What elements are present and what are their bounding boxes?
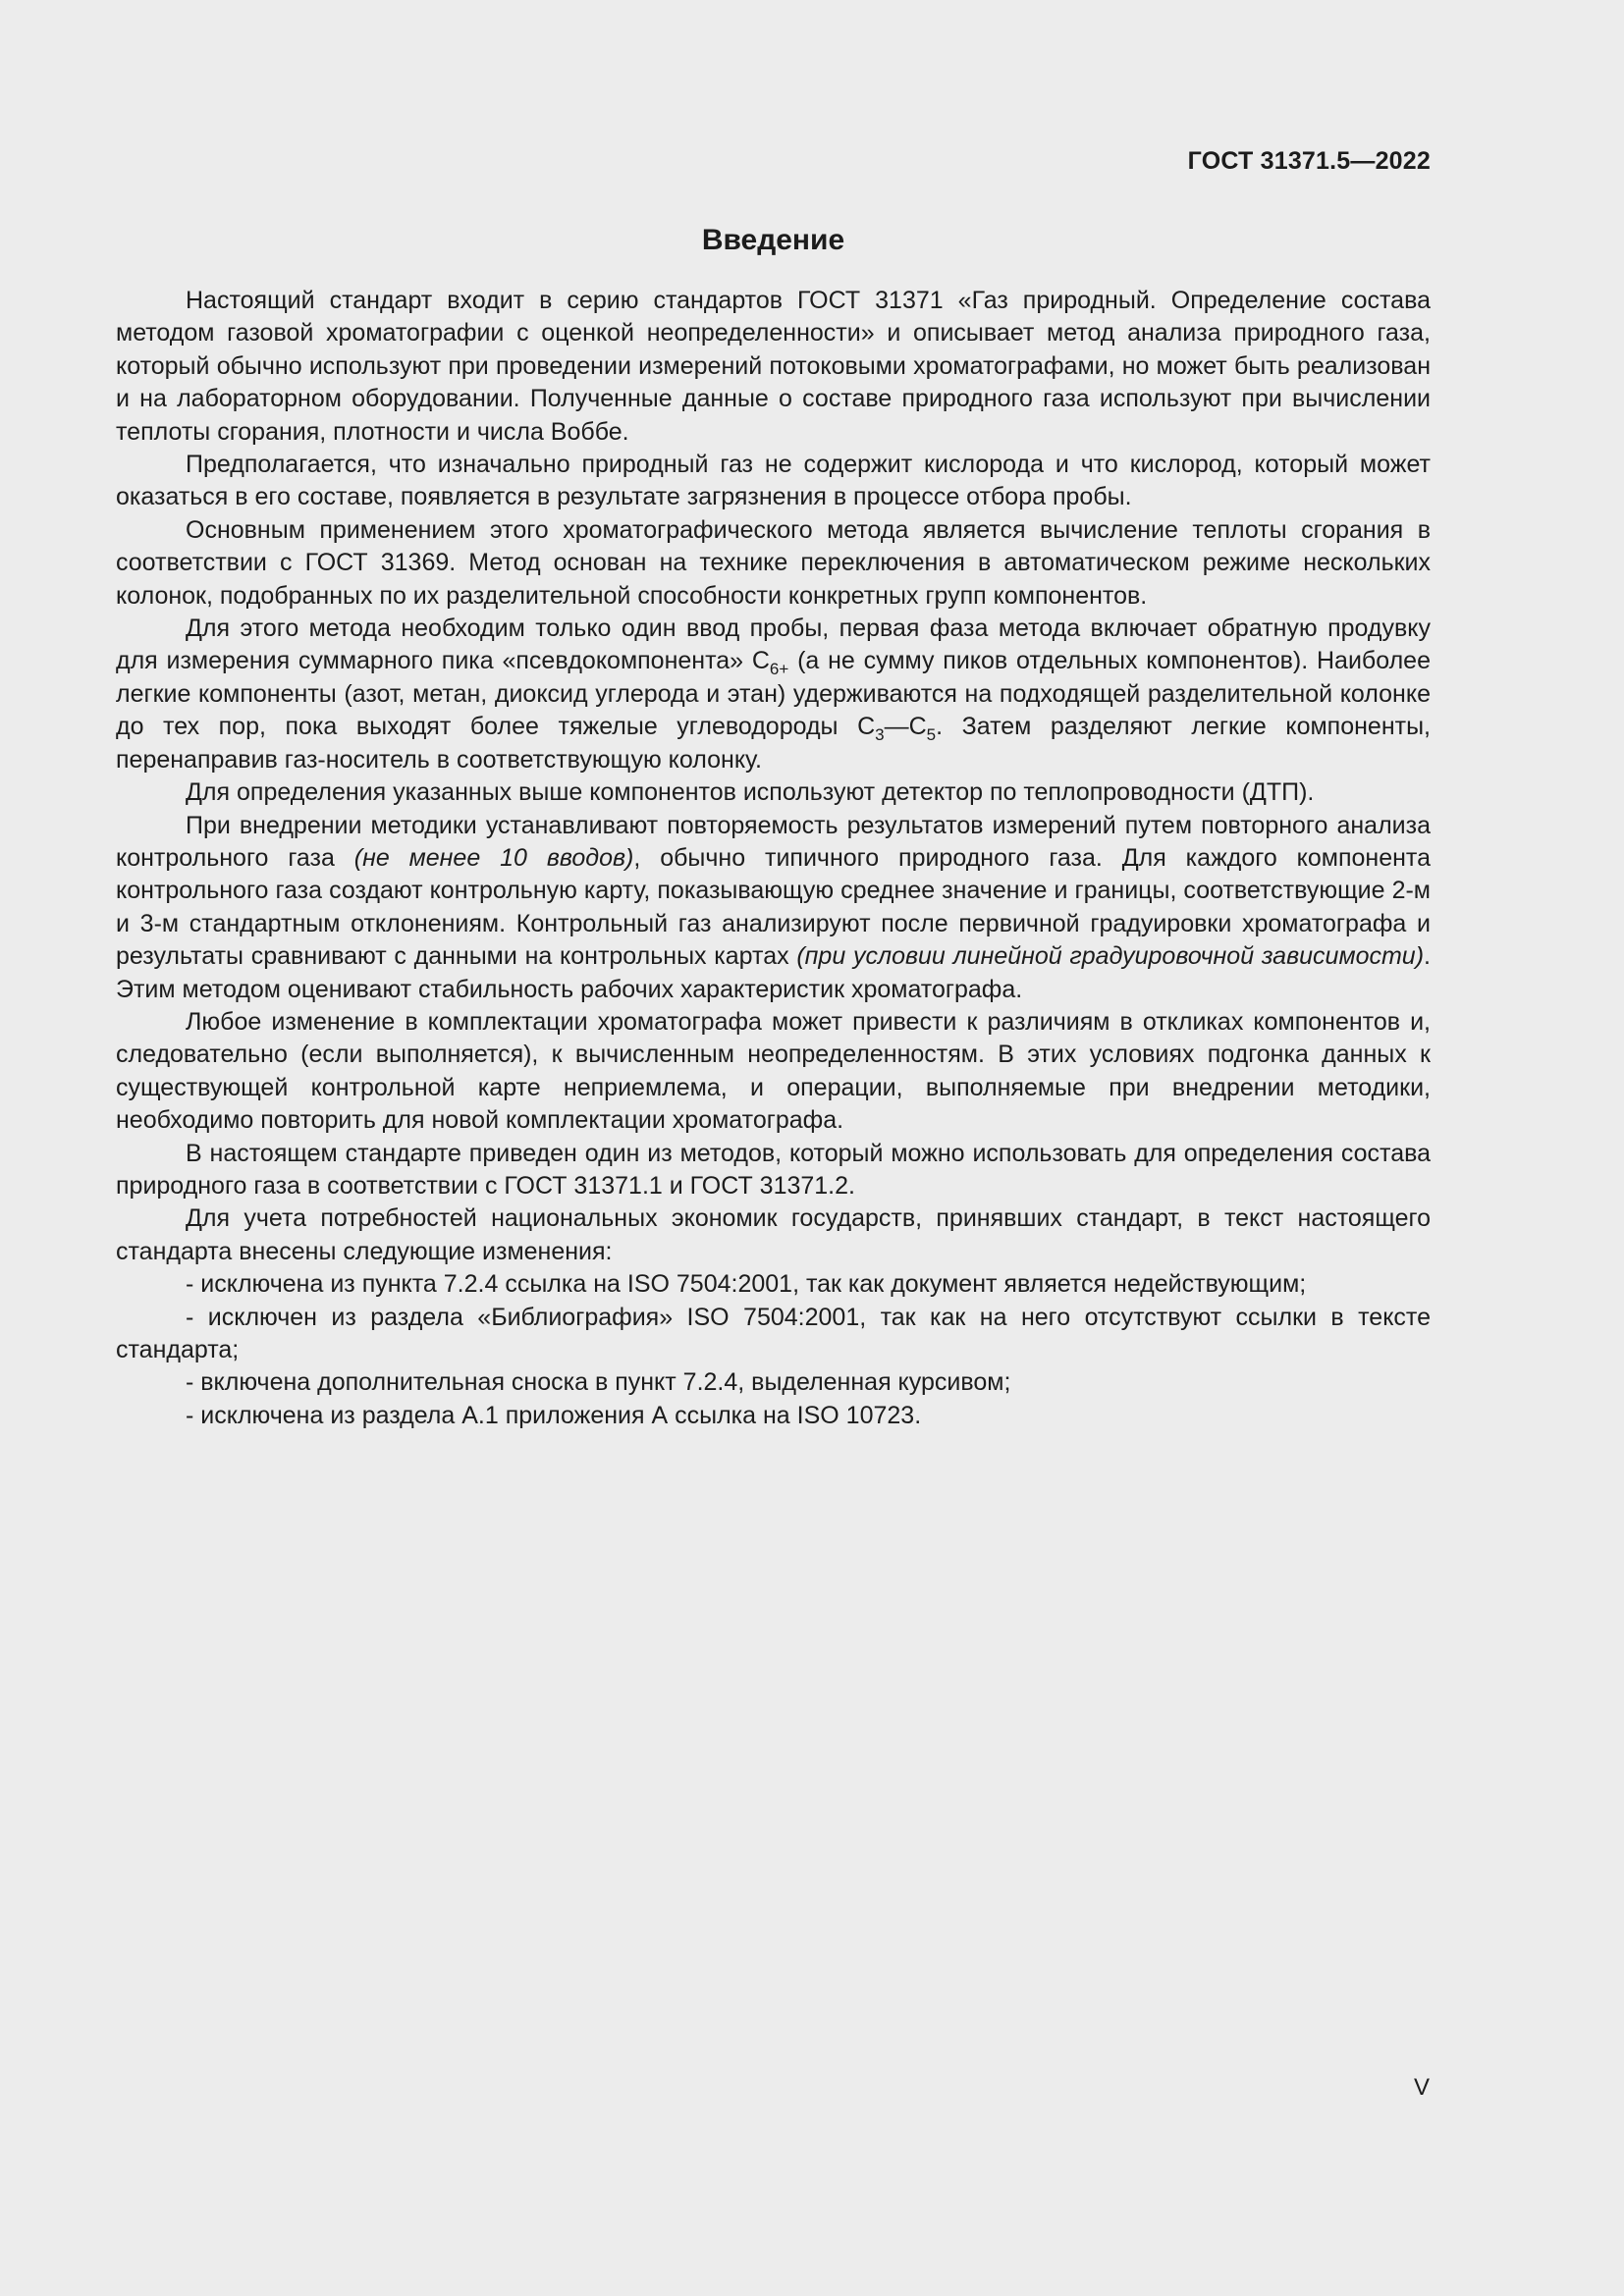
paragraph: Предполагается, что изначально природный газ не содержит кислорода и что кислород, который может оказаться в его составе, появляется в результате загрязнения в процессе отбора пробы. [116, 451, 1431, 511]
list-item: - исключен из раздела «Библиография» ISO 7504:2001, так как на него отсутствуют ссылки в тексте стандарта; [116, 1303, 1431, 1363]
list-item: - включена дополнительная сноска в пункт 7.2.4, выделенная курсивом; [186, 1368, 1011, 1397]
text-run: . Этим методом оценивают стабильность рабочих характеристик хроматографа. [116, 942, 1431, 1003]
paragraph: Основным применением этого хроматографического метода является вычисление теплоты сгорания в соответствии с ГОСТ 31369. Метод основан на технике переключения в автоматическом режиме нескольких колонок, подобранных по их разделительной способности конкретных групп компонентов. [116, 515, 1431, 610]
subscript: 5 [926, 725, 937, 745]
text-run: Для этого метода необходим только один ввод пробы, первая фаза метода включает обратную продувку для измерения суммарного пика «псевдокомпонента» C [116, 614, 1431, 675]
list-item: - исключена из раздела А.1 приложения А ссылка на ISO 10723. [186, 1401, 922, 1429]
page-number: V [1413, 2074, 1430, 2101]
paragraph: Любое изменение в комплектации хроматографа может привести к различиям в откликах компонентов и, следовательно (если выполняется), к вычисленным неопределенностям. В этих условиях подгонка данных к существующей контрольной карте неприемлема, и операции, выполняемые при внедрении методики, необходимо повторить для новой комплектации хроматографа. [116, 1007, 1431, 1135]
paragraph [116, 810, 1431, 1006]
document-code: ГОСТ 31371.5—2022 [1187, 147, 1431, 175]
paragraph: Для учета потребностей национальных экономик государств, принявших стандарт, в текст настоящего стандарта внесены следующие изменения: [116, 1204, 1431, 1265]
subscript: 6+ [769, 660, 789, 679]
subscript: 3 [875, 725, 885, 745]
paragraph: Настоящий стандарт входит в серию стандартов ГОСТ 31371 «Газ природный. Определение состава методом газовой хроматографии с оценкой неопределенности» и описывает метод анализа природного газа, который обычно используют при проведении измерений потоковыми хроматографами, но может быть реализован и на лабораторном оборудовании. Полученные данные о составе природного газа используют при вычислении теплоты сгорания, плотности и числа Воббе. [116, 287, 1431, 446]
italic-text: (не менее 10 вводов) [353, 843, 634, 872]
paragraph [116, 613, 1431, 776]
text-run: При внедрении методики устанавливают повторяемость результатов измерений путем повторного анализа контрольного газа [116, 811, 1431, 872]
text-run: , обычно типичного природного газа. Для каждого компонента контрольного газа создают контрольную карту, показывающую среднее значение и границы, соответствующие 2-м и 3-м стандартным отклонениям. Контрольный газ анализируют после первичной градуировки хроматографа и результаты сравнивают с данными на контрольных картах [116, 843, 1431, 971]
italic-text: (при условии линейной градуировочной зависимости) [796, 942, 1425, 971]
paragraph: В настоящем стандарте приведен один из методов, который можно использовать для определения состава природного газа в соответствии с ГОСТ 31371.1 и ГОСТ 31371.2. [116, 1139, 1431, 1200]
text-run: —C [884, 713, 927, 741]
section-title: Введение [701, 224, 845, 256]
text-run: . Затем разделяют легкие компоненты, перенаправив газ-носитель в соответствующую колонку. [116, 713, 1431, 774]
text-run: (а не сумму пиков отдельных компонентов). Наиболее легкие компоненты (азот, метан, диоксид углерода и этан) удерживаются на подходящей разделительной колонке до тех пор, пока выходят более тяжелые углеводороды C [116, 647, 1431, 741]
body-text [116, 285, 1431, 1432]
paragraph: Для определения указанных выше компонентов используют детектор по теплопроводности (ДТП). [186, 778, 1315, 807]
list-item: - исключена из пункта 7.2.4 ссылка на ISO 7504:2001, так как документ является недействующим; [186, 1270, 1307, 1299]
